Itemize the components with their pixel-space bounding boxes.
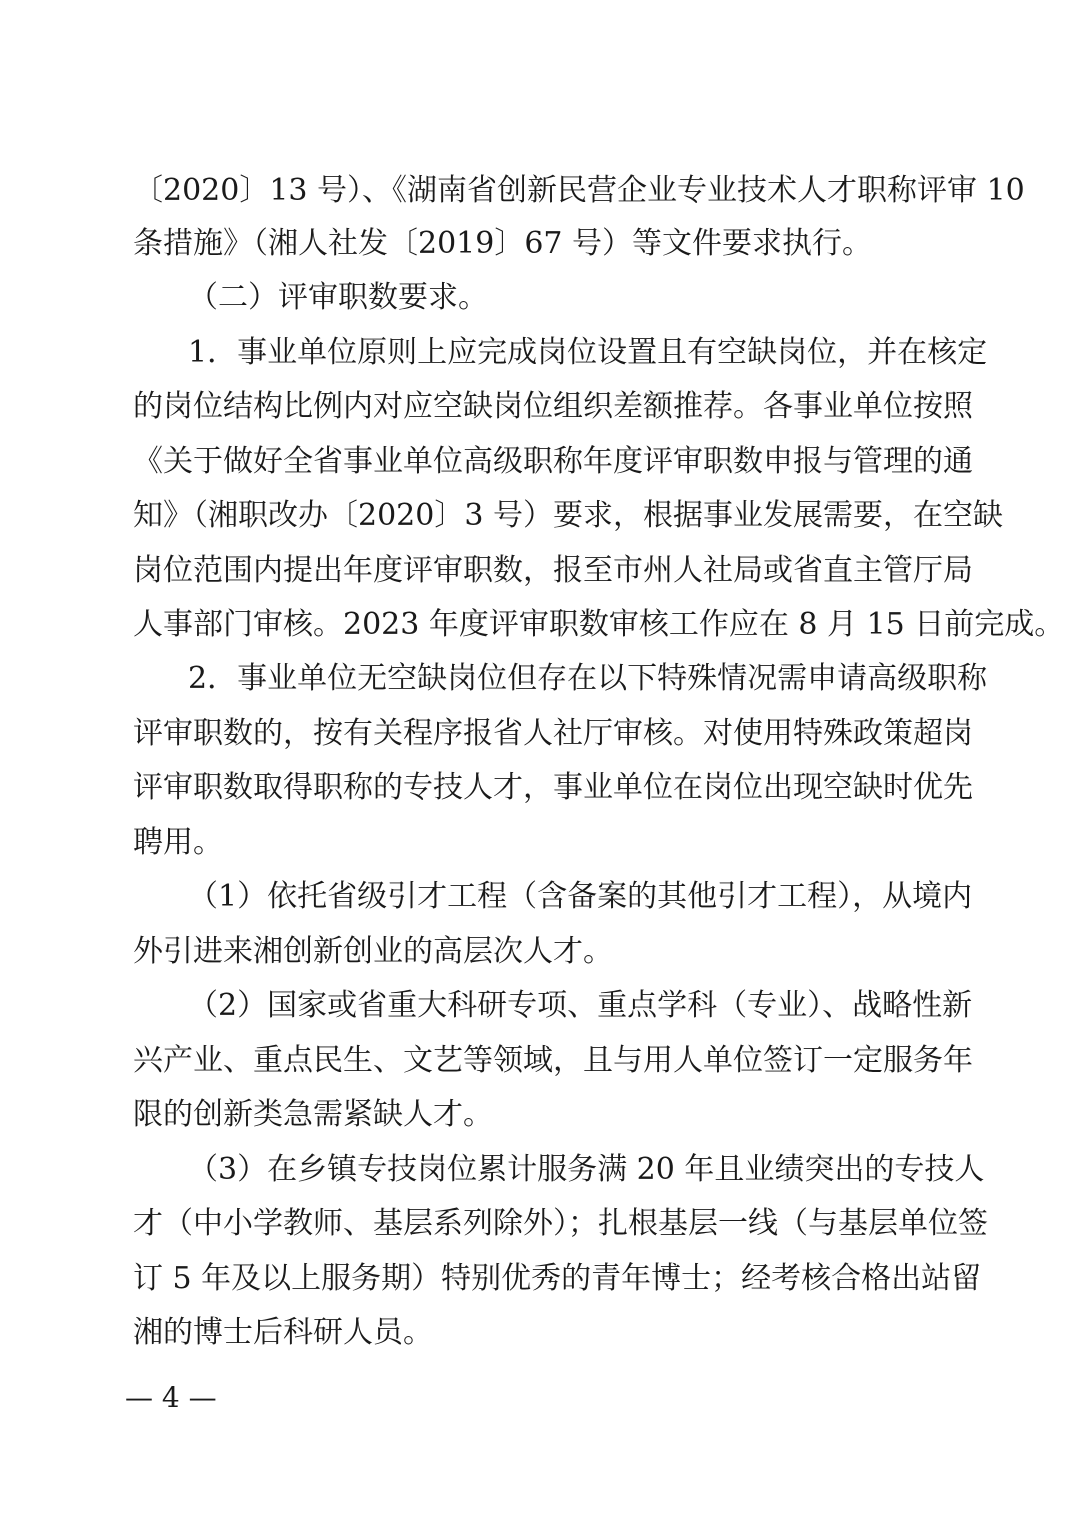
text-line: 人事部门审核。2023 年度评审职数审核工作应在 8 月 15 日前完成。 (133, 607, 1065, 642)
text-line: 的岗位结构比例内对应空缺岗位组织差额推荐。各事业单位按照 (133, 389, 973, 424)
text-line: 岗位范围内提出年度评审职数，报至市州人社局或省直主管厅局 (133, 553, 973, 588)
text-line: 知》（湘职改办〔2020〕3 号）要求，根据事业发展需要，在空缺 (133, 498, 1003, 533)
text-line: 兴产业、重点民生、文艺等领域，且与用人单位签订一定服务年 (133, 1043, 973, 1078)
text-line: 限的创新类急需紧缺人才。 (133, 1097, 493, 1132)
text-line: 〔2020〕13 号）、《湖南省创新民营企业专业技术人才职称评审 10 (133, 173, 1025, 208)
section-heading: （二）评审职数要求。 (188, 280, 488, 315)
text-line: 才（中小学教师、基层系列除外）；扎根基层一线（与基层单位签 (133, 1206, 988, 1241)
text-line: （2）国家或省重大科研专项、重点学科（专业）、战略性新 (188, 988, 973, 1023)
text-line: 《关于做好全省事业单位高级职称年度评审职数申报与管理的通 (133, 444, 973, 479)
text-line: 2．事业单位无空缺岗位但存在以下特殊情况需申请高级职称 (188, 661, 988, 696)
text-line: （3）在乡镇专技岗位累计服务满 20 年且业绩突出的专技人 (188, 1152, 985, 1187)
page-number: — 4 — (125, 1381, 217, 1414)
text-line: 1．事业单位原则上应完成岗位设置且有空缺岗位，并在核定 (188, 335, 988, 370)
text-line: 湘的博士后科研人员。 (133, 1315, 433, 1350)
text-line: （1）依托省级引才工程（含备案的其他引才工程），从境内 (188, 879, 973, 914)
text-line: 订 5 年及以上服务期）特别优秀的青年博士；经考核合格出站留 (133, 1261, 982, 1296)
text-line: 条措施》（湘人社发〔2019〕67 号）等文件要求执行。 (133, 226, 873, 261)
text-line: 外引进来湘创新创业的高层次人才。 (133, 934, 613, 969)
text-line: 评审职数的，按有关程序报省人社厅审核。对使用特殊政策超岗 (133, 716, 973, 751)
text-line: 评审职数取得职称的专技人才，事业单位在岗位出现空缺时优先 (133, 770, 973, 805)
text-line: 聘用。 (133, 825, 223, 860)
